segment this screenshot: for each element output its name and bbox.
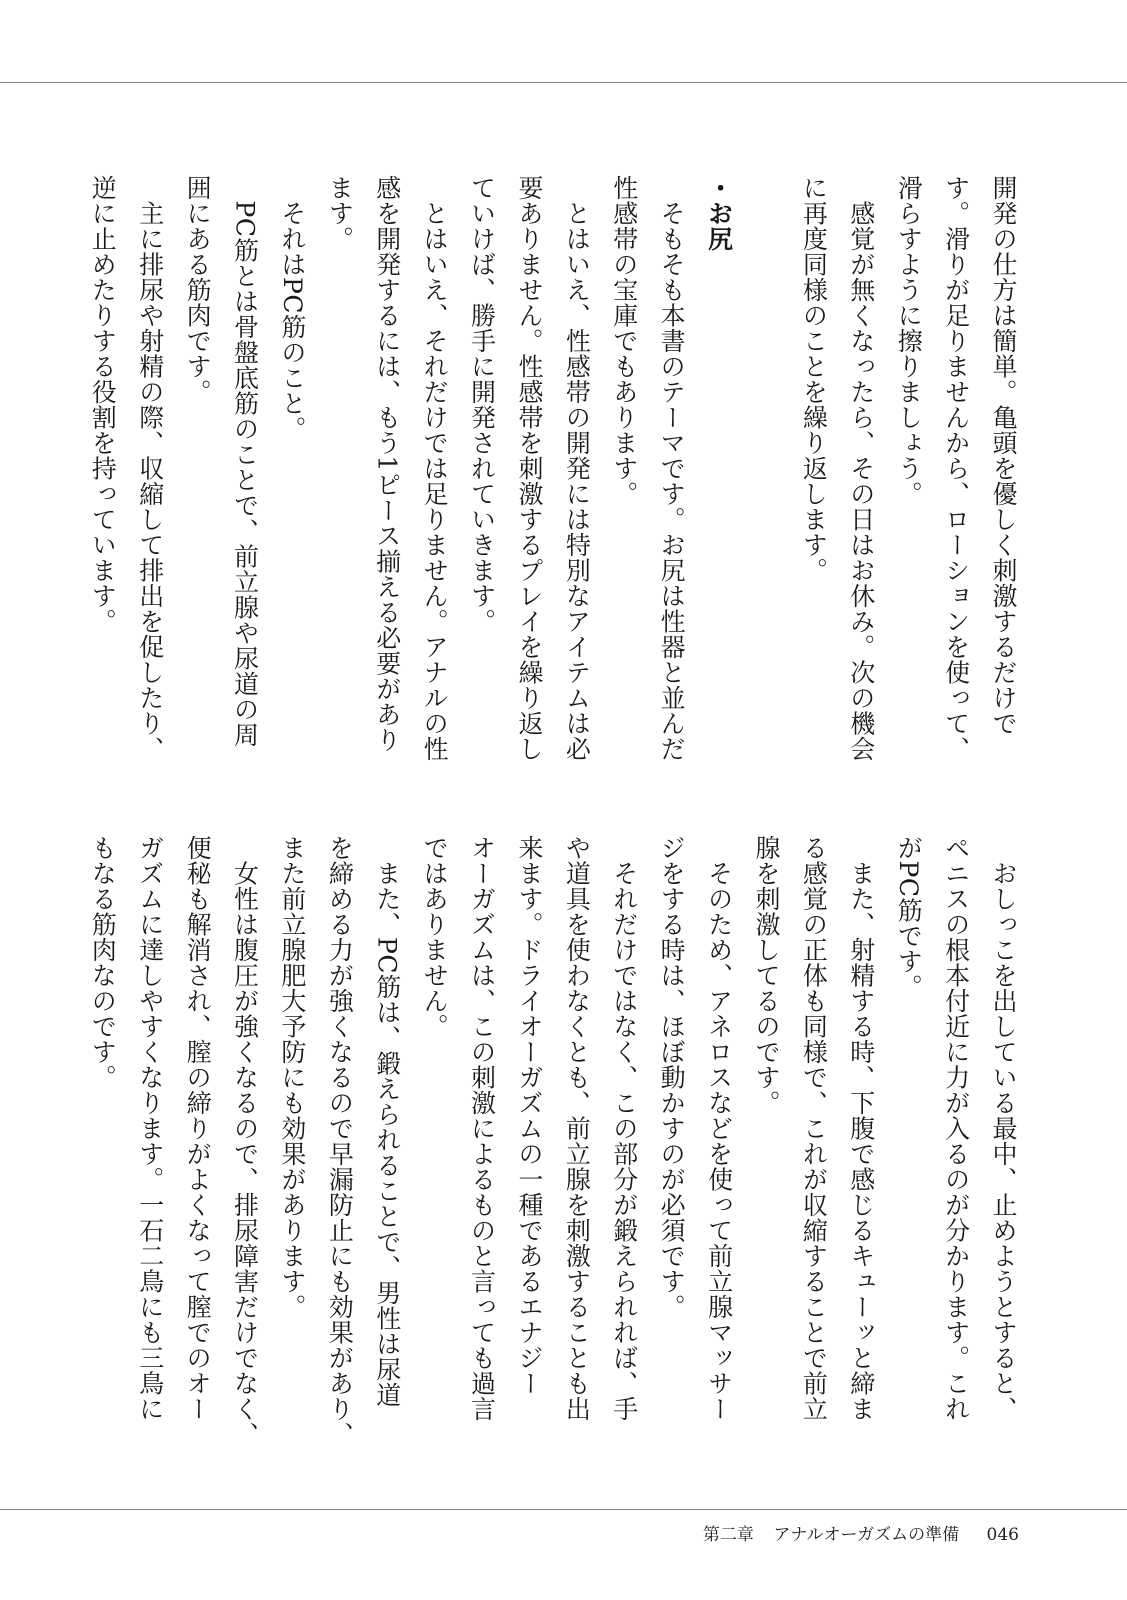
text-line: ペニスの根本付近に力が入るのが分かります。これ [941, 835, 971, 1422]
text-line: ジをする時は、ほぼ動かすのが必須です。 [657, 835, 687, 1320]
header-rule [0, 82, 1127, 83]
text-line: そもそも本書のテーマです。お尻は性器と並んだ [657, 175, 687, 762]
text-line: とはいえ、性感帯の開発には特別なアイテムは必 [562, 175, 592, 762]
text-line: 腺を刺激してるのです。 [751, 835, 781, 1116]
text-line: 逆に止めたりする役割を持っています。 [88, 175, 118, 634]
text-line: おしっこを出している最中、止めようとすると、 [989, 835, 1018, 1422]
text-line: がPC筋です。 [894, 835, 924, 1000]
text-line: PC筋とは骨盤底筋のことで、前立腺や尿道の周 [230, 175, 260, 748]
text-line: 開発の仕方は簡単。亀頭を優しく刺激するだけで [989, 175, 1018, 736]
text-block-lower [79, 835, 1027, 1447]
page-footer [703, 1520, 1019, 1545]
text-line: す。滑りが足りませんから、ローションを使って、 [941, 175, 971, 762]
text-line: 滑らすように擦りましょう。 [894, 175, 924, 507]
text-line: 囲にある筋肉です。 [183, 175, 213, 405]
text-line: を締める力が強くなるので早漏防止にも効果があり、 [325, 835, 355, 1447]
text-line: もなる筋肉なのです。 [88, 835, 118, 1090]
section-gap [743, 175, 790, 755]
text-line: また前立腺肥大予防にも効果があります。 [277, 835, 307, 1320]
text-line: 女性は腹圧が強くなるので、排尿障害だけでなく、 [230, 835, 260, 1447]
page-number: 046 [986, 1525, 1019, 1545]
text-line: 感覚が無くなったら、その日はお休み。次の機会 [846, 175, 876, 762]
text-line: 来ます。ドライオーガズムの一種であるエナジー [514, 835, 544, 1396]
text-line: る感覚の正体も同様で、これが収縮することで前立 [799, 835, 829, 1422]
text-line: オーガズムは、この刺激によるものと言っても過言 [467, 835, 497, 1422]
text-block-upper [79, 175, 1027, 762]
footer-title: アナルオーガズムの準備 [773, 1525, 960, 1545]
text-line: それだけではなく、この部分が鍛えられれば、手 [609, 835, 639, 1422]
text-line: そのため、アネロスなどを使って前立腺マッサー [704, 835, 734, 1422]
text-line: ではありません。 [420, 835, 450, 1039]
text-line: ていけば、勝手に開発されていきます。 [467, 175, 497, 634]
section-heading: ・お尻 [704, 175, 734, 252]
text-line: ます。 [325, 175, 355, 252]
text-line: また、射精する時、下腹で感じるキューッと締ま [846, 835, 876, 1422]
footer-rule [0, 1509, 1127, 1510]
text-line: 性感帯の宝庫でもあります。 [609, 175, 639, 507]
text-line: とはいえ、それだけでは足りません。アナルの性 [420, 175, 450, 762]
text-line: 感を開発するには、もう1ピース揃える必要があり [372, 175, 402, 753]
text-line: 要ありません。性感帯を刺激するプレイを繰り返し [514, 175, 544, 762]
text-line: ガズムに達しやすくなります。一石二鳥にも三鳥に [135, 835, 165, 1422]
text-line: また、PC筋は、鍛えられることで、男性は尿道 [372, 835, 402, 1408]
text-line: 便秘も解消され、膣の締りがよくなって膣でのオー [183, 835, 213, 1422]
text-line: や道具を使わなくとも、前立腺を刺激することも出 [562, 835, 592, 1422]
text-line: 主に排尿や射精の際、収縮して排出を促したり、 [135, 175, 165, 762]
text-line: に再度同様のことを繰り返します。 [799, 175, 829, 583]
text-line: それはPC筋のこと。 [277, 175, 307, 442]
footer-chapter: 第二章 [702, 1525, 754, 1545]
